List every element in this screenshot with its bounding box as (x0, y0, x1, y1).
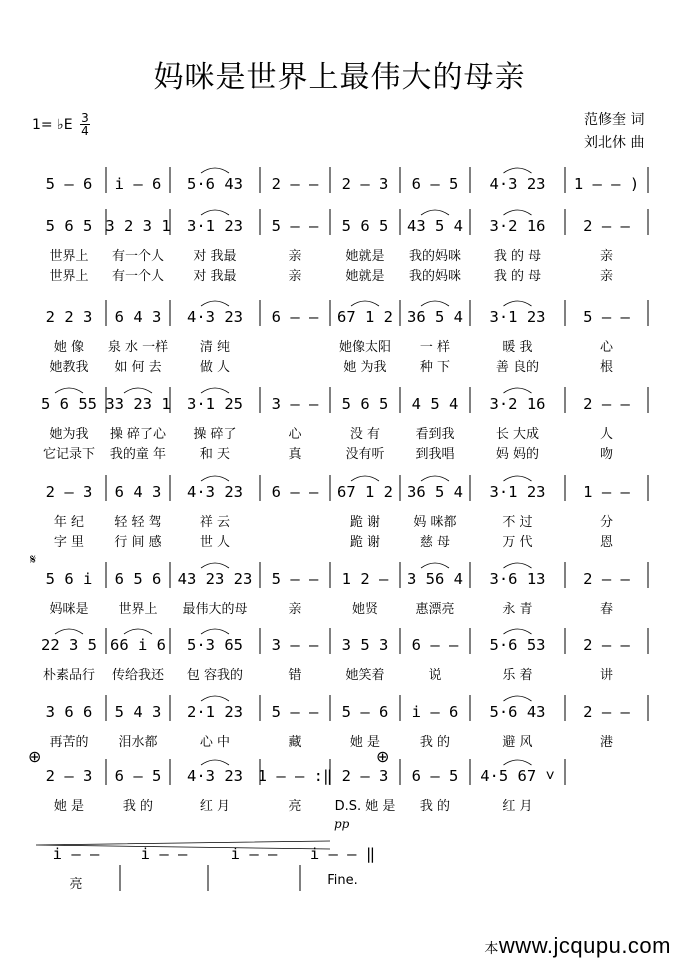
lyric-segment: 做 人 (199, 360, 231, 375)
time-numerator: 3 (81, 111, 89, 125)
slur (421, 563, 449, 568)
measure-notes: i – – ‖ (309, 845, 376, 863)
lyric-segment: 行 间 感 (114, 535, 162, 550)
coda-sign: ⊕ (376, 747, 390, 766)
measure-notes: 2 – – (583, 395, 630, 413)
measure-notes: 3 – – (271, 636, 319, 654)
lyric-segment: 她贤 (351, 602, 379, 617)
lyric-segment: 到我唱 (415, 447, 455, 462)
measure-notes: 1 – – (583, 483, 630, 501)
measure-notes: 1 2 – (341, 570, 389, 588)
measure-notes: 5 – 6 (341, 703, 389, 721)
slur (124, 388, 152, 393)
lyric-segment: 世界上 (49, 249, 89, 264)
lyric-segment: 妈 咪都 (413, 515, 457, 530)
lyric-segment: 我的妈咪 (408, 269, 462, 284)
measure-notes: 67 1 2 (337, 308, 393, 326)
lyric-segment: 传给我还 (111, 668, 165, 683)
slur (201, 301, 229, 306)
lyric-segment: 港 (599, 735, 614, 750)
lyric-segment: 亲 (288, 602, 302, 617)
lyric-segment: 长 大成 (495, 427, 540, 442)
lyric-segment: 万 代 (502, 535, 533, 550)
lyric-segment: 善 良的 (495, 360, 540, 375)
measure-notes: 5 6 i (45, 570, 93, 588)
barlines (0, 695, 679, 755)
measure-notes: 2 – 3 (45, 767, 93, 785)
lyric-segment: 不 过 (502, 515, 533, 530)
slur (201, 210, 229, 215)
measure-notes: 2 – – (583, 703, 630, 721)
slur (201, 388, 229, 393)
lyric-segment: 没有听 (345, 447, 385, 462)
lyric-segment: 祥 云 (199, 515, 231, 530)
measure-notes: 5 – – (583, 308, 630, 326)
slur (504, 388, 532, 393)
slur (201, 629, 229, 634)
measure-notes: 5 – – (271, 570, 319, 588)
measure-notes: 66 i 6 (110, 636, 166, 654)
measure-notes: 3·2 16 (489, 395, 546, 413)
measure-notes: i – 6 (411, 703, 459, 721)
lyric-segment: 她为我 (49, 427, 89, 442)
measure-notes: i – – (230, 845, 278, 863)
dynamic-mark: pp (334, 817, 350, 831)
lyric-segment: 我 的 母 (493, 249, 542, 264)
measure-notes: 3·1 25 (187, 395, 243, 413)
slur (504, 476, 532, 481)
measure-notes: 6 – – (271, 483, 319, 501)
measure-notes: 5 – – (271, 703, 319, 721)
measure-notes: 2 – – (583, 636, 630, 654)
lyric-segment: 操 碎了心 (109, 427, 167, 442)
song-title: 妈咪是世界上最伟大的母亲 (153, 60, 526, 95)
measure-notes: 1 – – :‖ (257, 767, 333, 785)
lyricist-credit: 范修奎 词 (584, 112, 645, 128)
measure-notes: 2 – 3 (341, 767, 389, 785)
lyric-segment: Fine. (327, 873, 358, 888)
lyric-segment: 它记录下 (42, 447, 96, 462)
measure-notes: 3·1 23 (187, 217, 243, 235)
measure-notes: 3·1 23 (489, 483, 546, 501)
lyric-segment: 红 月 (502, 799, 533, 814)
lyric-segment: 她教我 (49, 360, 89, 375)
lyric-segment: 字 里 (53, 535, 85, 550)
lyric-segment: 说 (428, 668, 442, 683)
lyric-segment: 乐 着 (502, 668, 533, 683)
lyric-segment: 世 人 (199, 535, 231, 550)
lyric-segment: 亲 (599, 249, 614, 264)
measure-notes: 5 – – (271, 217, 319, 235)
lyric-segment: 再苦的 (49, 735, 89, 750)
lyric-segment: 看到我 (415, 427, 455, 442)
measure-notes: 6 4 3 (114, 308, 162, 326)
measure-notes: 1 – – ) (573, 175, 640, 193)
measure-notes: i – 6 (114, 175, 162, 193)
measure-notes: 3 2 3 1 (105, 217, 171, 235)
lyric-segment: 朴素品行 (42, 668, 96, 683)
lyric-segment: 轻 轻 驾 (114, 515, 162, 530)
slur (351, 476, 379, 481)
lyric-segment: 和 天 (199, 447, 231, 462)
lyric-segment: 她 是 (53, 799, 85, 814)
lyric-segment: 亲 (288, 269, 302, 284)
slur (201, 563, 229, 568)
lyric-segment: 根 (599, 360, 614, 375)
measure-notes: 6 – – (271, 308, 319, 326)
measure-notes: 5 6 5 (341, 217, 389, 235)
lyric-segment: 她笑着 (345, 668, 385, 683)
lyric-segment: 藏 (288, 735, 302, 750)
barlines (0, 628, 679, 688)
measure-notes: 4·3 23 (187, 767, 243, 785)
measure-notes: 6 – – (411, 636, 459, 654)
slur (504, 210, 532, 215)
slur (201, 760, 229, 765)
key-signature (32, 117, 73, 133)
lyric-segment: 跪 谢 (349, 515, 381, 530)
lyric-segment: 跪 谢 (349, 535, 381, 550)
slur (201, 476, 229, 481)
measure-notes: 3·2 16 (489, 217, 546, 235)
slur (421, 301, 449, 306)
measure-notes: 4·5 67 ˅ (480, 767, 555, 785)
measure-notes: i – – (52, 845, 100, 863)
composer-credit: 刘北休 曲 (584, 135, 645, 151)
measure-notes: 3 6 6 (45, 703, 93, 721)
measure-notes: 67 1 2 (337, 483, 393, 501)
measure-notes: 43 5 4 (407, 217, 463, 235)
measure-notes: 5·6 43 (489, 703, 546, 721)
measure-notes: 5 – 6 (45, 175, 93, 193)
measure-notes: 4 5 4 (411, 395, 459, 413)
website-prefix: 本 (484, 940, 499, 956)
measure-notes: 2 – 3 (45, 483, 93, 501)
slur (504, 760, 532, 765)
measure-notes: 5 4 3 (114, 703, 162, 721)
measure-notes: 6 5 6 (114, 570, 162, 588)
segno-sign: 𝄋 (30, 552, 37, 568)
lyric-segment: 暖 我 (502, 340, 533, 355)
lyric-segment: 心 (288, 427, 302, 442)
lyric-segment: 恩 (599, 535, 614, 550)
measure-notes: 5·6 43 (187, 175, 243, 193)
measure-notes: 4·3 23 (489, 175, 546, 193)
measure-notes: 5·6 53 (489, 636, 546, 654)
measure-notes: 2 – 3 (341, 175, 389, 193)
lyric-segment: 心 (599, 340, 614, 355)
lyric-segment: 她就是 (345, 249, 385, 264)
slur (201, 168, 229, 173)
lyric-segment: 包 容我的 (186, 668, 244, 683)
measure-notes: 33 23 1 (105, 395, 171, 413)
lyric-segment: 永 青 (502, 602, 533, 617)
lyric-segment: 操 碎了 (193, 427, 237, 442)
barlines (0, 209, 679, 269)
lyric-segment: 她像太阳 (338, 340, 392, 355)
slur (504, 301, 532, 306)
lyric-segment: 泉 水 一样 (107, 340, 169, 355)
lyric-segment: 错 (288, 668, 302, 683)
lyric-segment: 妈 妈的 (495, 447, 540, 462)
measure-notes: 2 – – (271, 175, 319, 193)
website-watermark (484, 933, 671, 959)
measure-notes: 2 2 3 (45, 308, 93, 326)
lyric-segment: 我 的 母 (493, 269, 542, 284)
slur (421, 210, 449, 215)
slur (55, 388, 83, 393)
lyric-segment: 亲 (288, 249, 302, 264)
lyric-segment: 真 (288, 447, 302, 462)
measure-notes: 3 56 4 (407, 570, 463, 588)
barlines (0, 387, 679, 447)
lyric-segment: 我的妈咪 (408, 249, 462, 264)
slur (351, 301, 379, 306)
slur (504, 563, 532, 568)
lyric-segment: 避 风 (502, 735, 533, 750)
lyric-segment: 种 下 (419, 360, 451, 375)
measure-notes: 3 – – (271, 395, 319, 413)
lyric-segment: 人 (599, 427, 614, 442)
measure-notes: i – – (140, 845, 188, 863)
lyric-segment: 她 是 (349, 735, 381, 750)
measure-notes: 43 23 23 (177, 570, 253, 588)
lyric-segment: 春 (599, 602, 614, 617)
lyric-segment: 有一个人 (111, 269, 165, 284)
lyric-segment: 没 有 (349, 427, 381, 442)
measure-notes: 2·1 23 (187, 703, 243, 721)
coda-sign: ⊕ (28, 747, 42, 766)
slur (504, 168, 532, 173)
lyric-segment: 慈 母 (419, 535, 451, 550)
measure-notes: 6 4 3 (114, 483, 162, 501)
lyric-segment: D.S. 她 是 (334, 799, 396, 814)
website-url: www.jcqupu.com (498, 933, 671, 958)
lyric-segment: 吻 (599, 447, 614, 462)
slur (201, 696, 229, 701)
lyric-segment: 清 纯 (199, 340, 231, 355)
lyric-segment: 世界上 (49, 269, 89, 284)
lyric-segment: 如 何 去 (114, 360, 162, 375)
measure-notes: 2 – – (583, 217, 630, 235)
lyric-segment: 心 中 (199, 735, 231, 750)
measure-notes: 6 – 5 (411, 767, 459, 785)
measure-notes: 4·3 23 (187, 483, 243, 501)
measure-notes: 5·3 65 (187, 636, 243, 654)
measure-notes: 22 3 5 (41, 636, 97, 654)
lyric-segment: 世界上 (118, 602, 158, 617)
measure-notes: 36 5 4 (407, 308, 463, 326)
time-denominator: 4 (81, 124, 89, 138)
key-label: 1= ♭E (32, 117, 73, 133)
lyric-segment: 我 的 (419, 799, 451, 814)
lyric-segment: 她就是 (345, 269, 385, 284)
lyric-segment: 分 (599, 515, 614, 530)
lyric-segment: 她 像 (53, 340, 85, 355)
slur (421, 476, 449, 481)
lyric-segment: 最伟大的母 (182, 602, 248, 617)
lyric-segment: 我的童 年 (109, 447, 167, 462)
measure-notes: 3·1 23 (489, 308, 546, 326)
lyric-segment: 泪水都 (118, 735, 158, 750)
lyric-segment: 亮 (69, 877, 83, 892)
slur (124, 629, 152, 634)
slur (504, 696, 532, 701)
measure-notes: 4·3 23 (187, 308, 243, 326)
measure-notes: 36 5 4 (407, 483, 463, 501)
lyric-segment: 惠漂亮 (415, 602, 455, 617)
measure-notes: 3 5 3 (341, 636, 389, 654)
lyric-segment: 我 的 (419, 735, 451, 750)
lyric-segment: 亲 (599, 269, 614, 284)
lyric-segment: 亮 (288, 799, 302, 814)
lyric-segment: 对 我最 (193, 249, 237, 264)
lyric-segment: 红 月 (199, 799, 231, 814)
lyric-segment: 妈咪是 (49, 602, 89, 617)
slur (55, 629, 83, 634)
slur (504, 629, 532, 634)
measure-notes: 5 6 5 (341, 395, 389, 413)
measure-notes: 2 – – (583, 570, 630, 588)
lyric-segment: 有一个人 (111, 249, 165, 264)
lyric-segment: 她 为我 (343, 360, 387, 375)
measure-notes: 5 6 5 (45, 217, 93, 235)
time-signature (80, 112, 90, 137)
measure-notes: 6 – 5 (114, 767, 162, 785)
measure-notes: 5 6 55 (41, 395, 97, 413)
barlines (0, 562, 679, 622)
lyric-segment: 我 的 (122, 799, 154, 814)
lyric-segment: 对 我最 (193, 269, 237, 284)
lyric-segment: 讲 (599, 668, 614, 683)
lyric-segment: 年 纪 (53, 515, 85, 530)
measure-notes: 6 – 5 (411, 175, 459, 193)
lyric-segment: 一 样 (419, 340, 451, 355)
measure-notes: 3·6 13 (489, 570, 546, 588)
